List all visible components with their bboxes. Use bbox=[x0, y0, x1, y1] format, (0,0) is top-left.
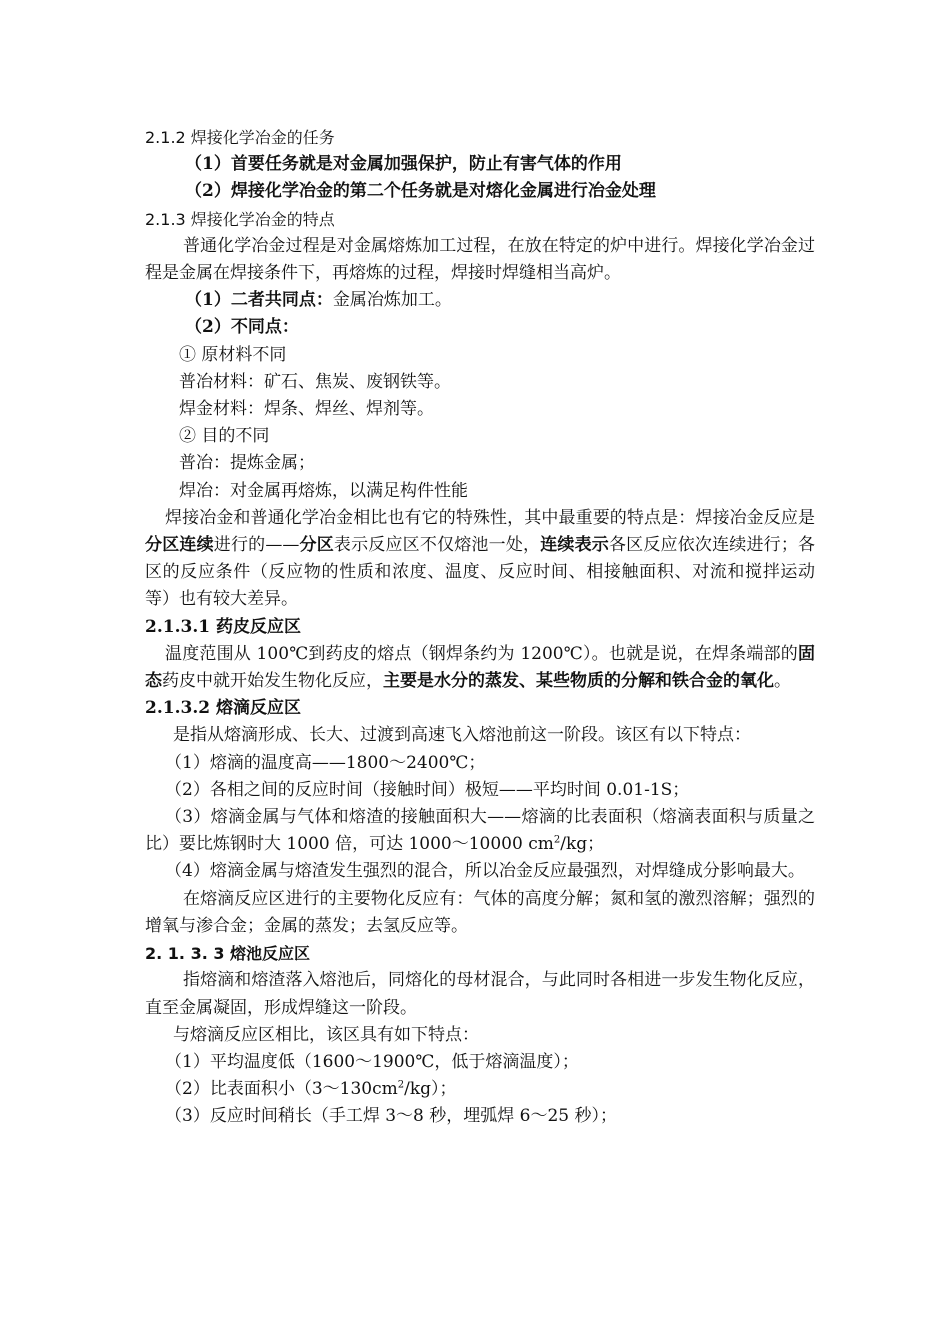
droplet-feature-3-unit: /kg； bbox=[560, 834, 605, 855]
droplet-feature-3-sup: 2 bbox=[553, 834, 561, 846]
task-2: （2）焊接化学冶金的第二个任务就是对熔化金属进行冶金处理 bbox=[185, 181, 656, 202]
droplet-main-reactions: 在熔滴反应区进行的主要物化反应有：气体的高度分解；氮和氢的激烈溶解；强烈的增氧与渗合金；金属的蒸发；去氢反应等。 bbox=[145, 888, 815, 936]
zone-text-3: 表示反应区不仅熔池一处， bbox=[333, 535, 541, 556]
droplet-paragraph: 是指从熔滴形成、长大、过渡到高速飞入熔池前这一阶段。该区有以下特点： bbox=[173, 725, 751, 746]
common-label: （1）二者共同点： bbox=[185, 290, 333, 311]
difference-1-welding: 焊金材料：焊条、焊丝、焊剂等。 bbox=[179, 399, 434, 420]
section-heading-2-1-3: 2.1.3 焊接化学冶金的特点 bbox=[145, 209, 335, 229]
zone-text-4: 各区反应依次连续进行；各区的反应条件（反应物的性质和浓度、温度、反应时间、相接触面积、对流和搅拌运动等）也有较大差异。 bbox=[145, 535, 816, 610]
droplet-feature-2: （2）各相之间的反应时间（接触时间）极短——平均时间 0.01-1S； bbox=[165, 779, 690, 800]
document-page bbox=[145, 124, 815, 1131]
task-1: （1）首要任务就是对金属加强保护，防止有害气体的作用 bbox=[185, 154, 622, 175]
droplet-feature-3 bbox=[145, 804, 815, 858]
pool-comparison: 与熔滴反应区相比，该区具有如下特点： bbox=[173, 1024, 479, 1045]
zone-paragraph bbox=[145, 505, 815, 614]
difference-1-ordinary: 普冶材料：矿石、焦炭、废钢铁等。 bbox=[179, 371, 451, 392]
zone-bold-3: 连续表示 bbox=[540, 535, 609, 556]
difference-1: ① 原材料不同 bbox=[179, 344, 287, 365]
section-heading-2-1-2: 2.1.2 焊接化学冶金的任务 bbox=[145, 128, 335, 147]
difference-2: ② 目的不同 bbox=[179, 426, 270, 447]
coating-text-3: 。 bbox=[774, 671, 791, 692]
pool-feature-2-unit: /kg）； bbox=[404, 1079, 457, 1100]
zone-text-2: 进行的—— bbox=[213, 535, 300, 556]
difference-label: （2）不同点： bbox=[185, 317, 299, 338]
difference-2-welding: 焊冶：对金属再熔炼，以满足构件性能 bbox=[179, 480, 468, 501]
coating-bold-2: 主要是水分的蒸发、某些物质的分解和铁合金的氧化 bbox=[383, 671, 774, 692]
droplet-feature-1: （1）熔滴的温度高——1800～2400℃； bbox=[165, 752, 486, 773]
droplet-feature-3-text: （3）熔滴金属与气体和熔渣的接触面积大——熔滴的比表面积（熔滴表面积与质量之比）要比炼钢时大 1000 倍，可达 1000～10000 cm bbox=[145, 807, 815, 855]
intro-paragraph: 普通化学冶金过程是对金属熔炼加工过程，在放在特定的炉中进行。焊接化学冶金过程是金属在焊接条件下，再熔炼的过程，焊接时焊缝相当高炉。 bbox=[145, 235, 815, 284]
common-text: 金属冶炼加工。 bbox=[332, 290, 452, 311]
droplet-feature-4: （4）熔滴金属与熔渣发生强烈的混合，所以冶金反应最强烈，对焊缝成分影响最大。 bbox=[165, 861, 805, 882]
pool-feature-2-sup: 2 bbox=[397, 1079, 405, 1091]
difference-2-ordinary: 普冶：提炼金属； bbox=[179, 453, 315, 474]
zone-bold-1: 分区连续 bbox=[145, 535, 214, 556]
section-heading-2-1-3-2: 2.1.3.2 熔滴反应区 bbox=[145, 698, 301, 719]
section-heading-2-1-3-3: 2. 1. 3. 3 熔池反应区 bbox=[145, 944, 311, 964]
coating-bold-1: 固态 bbox=[145, 643, 815, 692]
pool-paragraph: 指熔滴和熔渣落入熔池后，同熔化的母材混合，与此同时各相进一步发生物化反应，直至金属凝固，形成焊缝这一阶段。 bbox=[145, 970, 815, 1018]
zone-bold-2: 分区 bbox=[299, 535, 334, 556]
pool-feature-2 bbox=[145, 1076, 815, 1103]
coating-paragraph bbox=[145, 641, 815, 695]
pool-feature-1: （1）平均温度低（1600～1900℃，低于熔滴温度）； bbox=[165, 1051, 579, 1072]
section-heading-2-1-3-1: 2.1.3.1 药皮反应区 bbox=[145, 616, 301, 637]
pool-feature-2-text: （2）比表面积小（3～130cm bbox=[165, 1079, 398, 1100]
coating-text-2: 药皮中就开始发生物化反应， bbox=[162, 671, 383, 692]
common-point bbox=[145, 287, 815, 314]
pool-feature-3: （3）反应时间稍长（手工焊 3～8 秒，埋弧焊 6～25 秒）； bbox=[165, 1106, 618, 1127]
coating-text-1: 温度范围从 100℃到药皮的熔点（钢焊条约为 1200℃）。也就是说，在焊条端部的 bbox=[165, 643, 798, 664]
zone-text-1: 焊接冶金和普通化学冶金相比也有它的特殊性，其中最重要的特点是：焊接冶金反应是 bbox=[165, 507, 815, 528]
